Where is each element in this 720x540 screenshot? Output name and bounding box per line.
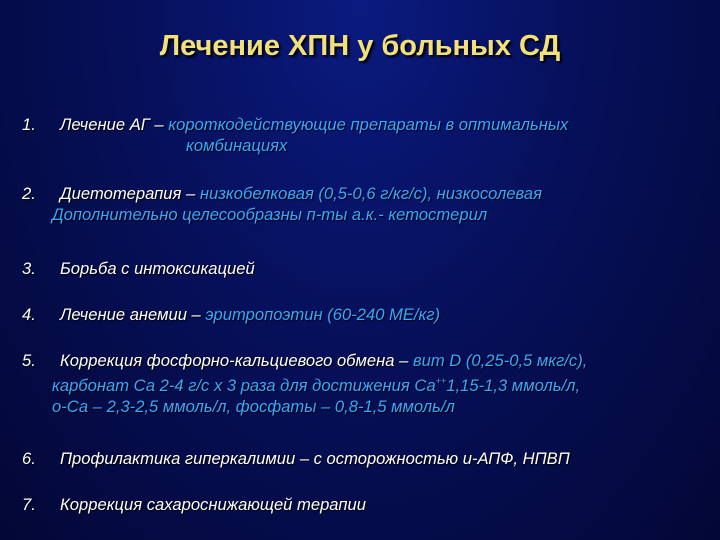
item-number: 5. (22, 351, 36, 370)
list-item (22, 448, 712, 469)
item-detail-continued: о-Са – 2,3-2,5 ммоль/л, фосфаты – 0,8-1,5 ммоль/л (52, 397, 455, 416)
list-item (22, 258, 712, 279)
item-number: 2. (22, 184, 36, 203)
item-label: Лечение АГ – (60, 115, 164, 134)
calcium-target-range: 1,15-1,3 ммоль/л, (446, 376, 581, 395)
item-detail: низкобелковая (0,5-0,6 г/кг/с), низкосолевая (199, 184, 542, 203)
item-detail: короткодействующие препараты в оптимальных (168, 115, 569, 134)
list-item (22, 183, 712, 225)
item-label: Профилактика гиперкалимии – с осторожностью и-АПФ, НПВП (60, 449, 570, 468)
item-detail-continued (22, 371, 712, 396)
list-item (22, 304, 712, 325)
item-number: 6. (22, 449, 36, 468)
item-detail: вит D (0,25-0,5 мкг/с), (412, 351, 588, 370)
item-number: 4. (22, 305, 36, 324)
item-number: 1. (22, 115, 36, 134)
list-item (22, 114, 712, 156)
item-detail-continued: комбинациях (186, 136, 288, 155)
item-detail: эритропоэтин (60-240 МЕ/кг) (205, 305, 441, 324)
item-label: Коррекция сахароснижающей терапии (60, 495, 366, 514)
item-number: 7. (22, 495, 36, 514)
item-label: Борьба с интоксикацией (60, 259, 255, 278)
item-detail-continued: Дополнительно целесообразны п-ты а.к.- кетостерил (52, 205, 488, 224)
item-label: Лечение анемии – (60, 305, 201, 324)
calcium-charge: ++ (435, 376, 447, 386)
item-label: Коррекция фосфорно-кальциевого обмена – (60, 351, 409, 370)
list-item (22, 350, 712, 417)
list-item (22, 494, 712, 515)
item-number: 3. (22, 259, 36, 278)
slide-title: Лечение ХПН у больных СД (159, 30, 561, 62)
calcium-target-text: карбонат Са 2-4 г/с х 3 раза для достижения Са (52, 376, 436, 395)
item-label: Диетотерапия – (60, 184, 196, 203)
